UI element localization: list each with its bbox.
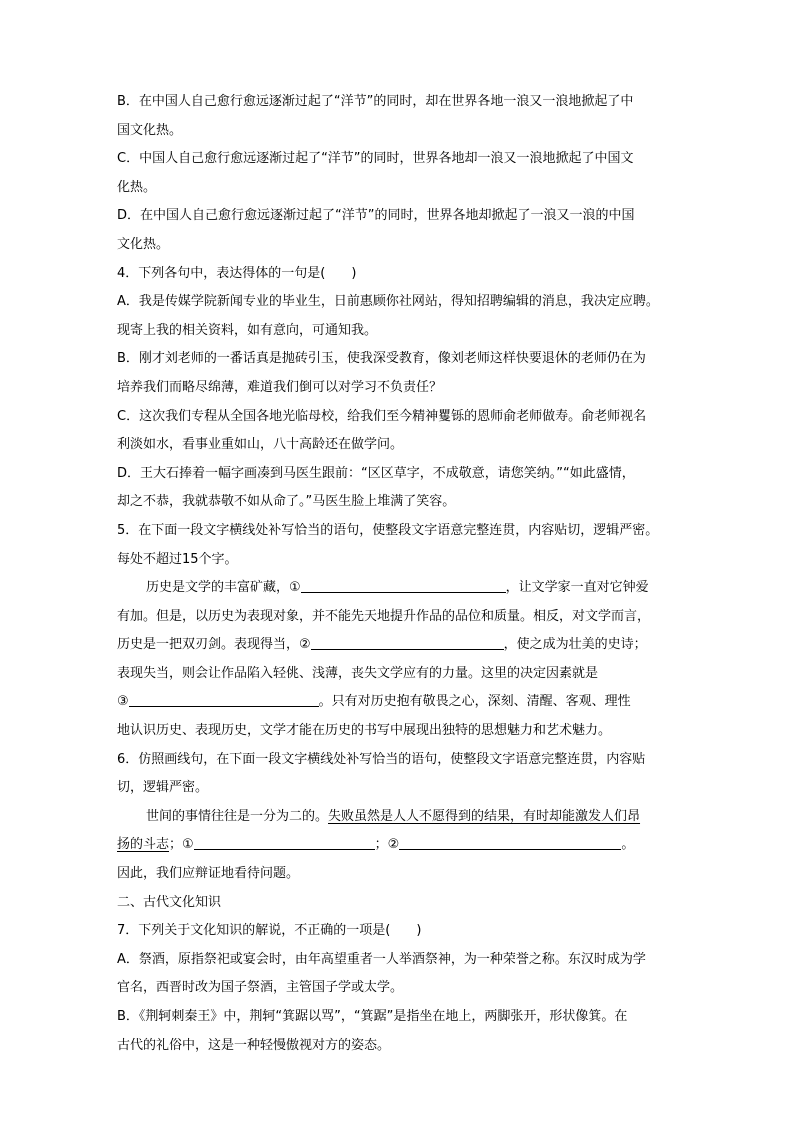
answer-blank-6-2[interactable] bbox=[399, 835, 621, 850]
q5-passage-text: 历史是一把双刃剑。表现得当，② bbox=[117, 637, 311, 653]
question-6-stem-line-1: 6．仿照画线句，在下面一段文字横线处补写恰当的语句，使整段文字语意完整连贯，内容贴 bbox=[117, 751, 646, 767]
q5-passage-line-4: 表现失当，则会让作品陷入轻佻、浅薄，丧失文学应有的力量。这里的决定因素就是 bbox=[117, 665, 599, 681]
question-7-stem: 7．下列关于文化知识的解说，不正确的一项是( ) bbox=[117, 923, 422, 939]
q5-passage-text: ，使之成为壮美的史诗； bbox=[503, 637, 647, 653]
q6-passage-line-3: 因此，我们应辩证地看待问题。 bbox=[117, 866, 300, 882]
answer-blank-3[interactable] bbox=[129, 692, 319, 707]
answer-blank-2[interactable] bbox=[311, 635, 504, 650]
q4-option-b-line-1: B．刚才刘老师的一番话真是抛砖引玉，使我深受教育，像刘老师这样快要退休的老师仍在为 bbox=[117, 351, 646, 367]
q7-option-b-line-1: B．《荆轲刺秦王》中，荆轲“箕踞以骂”，“箕踞”是指坐在地上，两脚张开，形状像箕。在 bbox=[117, 1009, 628, 1024]
question-4-stem: 4．下列各句中，表达得体的一句是( ) bbox=[117, 265, 357, 281]
q5-passage-text: 。只有对历史抱有敬畏之心，深刻、清醒、客观、理性 bbox=[318, 694, 631, 710]
option-c-line-2: 化热。 bbox=[117, 179, 157, 195]
q4-option-d-line-2: 却之不恭，我就恭敬不如从命了。”马医生脸上堆满了笑容。 bbox=[117, 494, 456, 510]
q4-option-d-line-1: D．王大石捧着一幅字画凑到马医生跟前：“区区草字，不成敬意，请您笑纳。”“如此盛情， bbox=[117, 465, 635, 481]
q4-option-a-line-1: A．我是传媒学院新闻专业的毕业生，日前惠顾你社网站，得知招聘编辑的消息，我决定应聘。 bbox=[117, 294, 659, 310]
q4-option-b-line-2: 培养我们而略尽绵薄，难道我们倒可以对学习不负责任？ bbox=[117, 379, 443, 395]
q7-option-b-line-2: 古代的礼俗中，这是一种轻慢傲视对方的姿态。 bbox=[117, 1037, 391, 1053]
q7-option-a-line-2: 官名，西晋时改为国子祭酒，主管国子学或太学。 bbox=[117, 980, 404, 996]
q7-option-a-line-1: A．祭酒，原指祭祀或宴会时，由年高望重者一人举酒祭神，为一种荣誉之称。东汉时成为学 bbox=[117, 951, 646, 967]
underlined-model-sentence: 失败虽然是人人不愿得到的结果，有时却能激发人们昂 bbox=[328, 808, 641, 824]
q5-passage-text: ，让文学家一直对它钟爱 bbox=[505, 580, 649, 596]
q6-passage-text: ；② bbox=[374, 837, 400, 853]
q4-option-c-line-1: C．这次我们专程从全国各地光临母校，给我们至今精神矍铄的恩师俞老师做寿。俞老师视名 bbox=[117, 408, 647, 424]
q6-passage-text: ；① bbox=[169, 837, 194, 853]
q6-passage-line-1 bbox=[117, 803, 685, 832]
option-b-line-2: 国文化热。 bbox=[117, 122, 183, 138]
q6-passage-text: 。 bbox=[621, 837, 635, 853]
option-b-line-1: B．在中国人自己愈行愈远逐渐过起了“洋节”的同时，却在世界各地一浪又一浪地掀起了中 bbox=[117, 94, 634, 109]
question-5-stem-line-2: 每处不超过15个字。 bbox=[117, 551, 238, 567]
q6-passage-line-2 bbox=[117, 831, 685, 860]
option-d-line-2: 文化热。 bbox=[117, 236, 170, 252]
answer-blank-1[interactable] bbox=[301, 578, 506, 593]
answer-blank-6-1[interactable] bbox=[194, 835, 375, 850]
underlined-model-sentence: 扬的斗志 bbox=[117, 837, 170, 853]
q4-option-c-line-2: 利淡如水，看事业重如山，八十高龄还在做学问。 bbox=[117, 437, 404, 453]
q5-passage-line-2: 有加。但是，以历史为表现对象，并不能先天地提升作品的品位和质量。相反，对文学而言， bbox=[117, 608, 651, 624]
section-2-heading: 二、古代文化知识 bbox=[117, 894, 222, 910]
q5-passage-text: 历史是文学的丰富矿藏，① bbox=[146, 580, 301, 596]
document-page bbox=[117, 88, 685, 1060]
option-d-line-1: D．在中国人自己愈行愈远逐渐过起了“洋节”的同时，世界各地却掀起了一浪又一浪的中国 bbox=[117, 208, 635, 224]
q5-passage-line-1 bbox=[117, 574, 685, 603]
question-6-stem-line-2: 切，逻辑严密。 bbox=[117, 780, 209, 796]
q5-passage-line-6: 地认识历史、表现历史，文学才能在历史的书写中展现出独特的思想魅力和艺术魅力。 bbox=[117, 723, 612, 739]
q5-passage-line-5 bbox=[117, 688, 685, 717]
q5-passage-text: ③ bbox=[117, 694, 129, 710]
option-c-line-1: C．中国人自己愈行愈远逐渐过起了“洋节”的同时，世界各地却一浪又一浪地掀起了中国文 bbox=[117, 151, 634, 167]
q4-option-a-line-2: 现寄上我的相关资料，如有意向，可通知我。 bbox=[117, 322, 378, 338]
q6-passage-text: 世间的事情往往是一分为二的。 bbox=[146, 808, 329, 824]
q5-passage-line-3 bbox=[117, 631, 685, 660]
question-5-stem-line-1: 5．在下面一段文字横线处补写恰当的语句，使整段文字语意完整连贯，内容贴切，逻辑严密。 bbox=[117, 522, 659, 538]
